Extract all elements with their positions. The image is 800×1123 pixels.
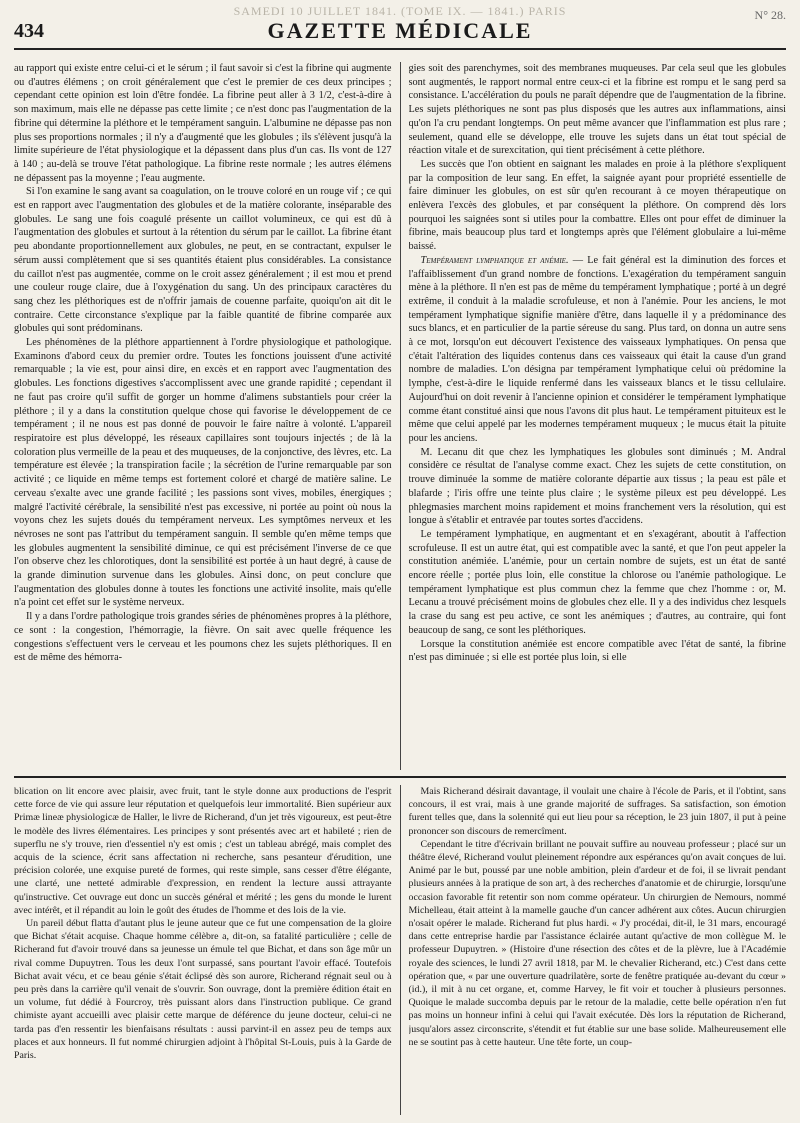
section-heading: Tempérament lymphatique et anémie. bbox=[420, 254, 569, 266]
paragraph: au rapport qui existe entre celui-ci et le sérum ; il faut savoir si c'est la fibrine qui augmente ou d'autres élémens ; on croit généralement que c'est le premier de ces deux principes ; cependant cette opinion est loin d'être fondée. La fibrine peut aller à 3 1/2, c'est-à-dire à son maximum, mais elle ne dépasse pas cette limite ; ce n'est donc pas l'augmentation de la fibrine qui détermine la pléthore et le tempérament sanguin. L'albumine ne dépasse pas non plus ses proportions normales ; il n'y a d'augmenté que les globules ; ils s'élèvent jusqu'à la limite supérieure de l'état physiologique et la dépassent dans plus d'un cas. Ils vont de 127 à 140 ; au-delà se trouve l'état pathologique. La fibrine reste normale ; les autres élémens ne dépassent pas la moyenne ; l'eau augmente. bbox=[14, 63, 392, 184]
journal-title: GAZETTE MÉDICALE bbox=[267, 18, 533, 43]
paragraph: gies soit des parenchymes, soit des membranes muqueuses. Par cela seul que les globules sont augmentés, le rapport normal entre ceux-ci et la fibrine est rompu et le sang perd sa consistance. L'accélération du pouls ne paraît dépendre que de l'augmentation de la fibrine. Les sujets pléthoriques ne sont pas plus disposés que les autres aux inflammations, ainsi qu'on l'a cru pendant longtemps. On peut même avancer que l'inflammation est plus rare ; seulement, quand elle se développe, elle trouve les sujets dans un état tout spécial de réaction vitale et de surexcitation, qui tient précisément à cette pléthore. bbox=[408, 63, 786, 157]
paragraph-text: — Le fait général est la diminution des forces et l'affaiblissement d'un grand nombre de fonctions. L'exagération du tempérament sanguin mène à la pléthore. Il n'en est pas de même du tempérament lymphatique ; porté à un degré extrême, il conduit à la maladie scrofuleuse, et non à l'anémie. Pour les anciens, le mot tempérament lymphatique signifie manière d'être, dans laquelle il y a prédominance des sucs blancs, et en particulier de la partie séreuse du sang. Plus tard, on donna un autre sens à ce mot, lorsqu'on eut découvert l'existence des vaisseaux lymphatiques. On pensa que c'était l'altération des liquides contenus dans ces vaisseaux qui était la cause d'un grand nombre de maladies. L'on désigna par tempérament lymphatique celui où prédomine la lymphe, c'est-à-dire le liquide renfermé dans les vaisseaux blancs et le tissu cellulaire. Aujourd'hui on doit revenir à l'ancienne opinion et considérer le tempérament lymphatique comme étant constitué ainsi que nous l'avons dit plus haut. Le tempérament pituiteux est le même que celui appelé par les modernes tempérament muqueux ; le mucus était la pituite pour les anciens. bbox=[408, 254, 786, 444]
issue-number: N° 28. bbox=[754, 8, 786, 22]
page-header bbox=[14, 4, 786, 50]
page-number: 434 bbox=[14, 20, 44, 42]
paragraph-with-heading bbox=[409, 254, 787, 446]
left-column bbox=[14, 62, 392, 770]
paragraph: Les succès que l'on obtient en saignant les malades en proie à la pléthore s'expliquent par la composition de leur sang. En effet, la saignée ayant pour propriété essentielle de faire diminuer les globules, on est sûr qu'en recourant à ce moyen thérapeutique on enlèvera l'excès des globules, et par conséquent la pléthore. On comprend dès lors pourquoi les saignées sont si utiles pour la combattre. Elles ont pour effet de diminuer la fibrine, mais beaucoup plus tard et longtemps après que l'élément globulaire a lui-même baissé. bbox=[408, 158, 786, 253]
paragraph: Le tempérament lymphatique, en augmentant et en s'exagérant, aboutit à l'affection scrofuleuse. Il est un autre état, qui est compatible avec la santé, et que l'on peut appeler la constitution anémiée. L'anémie, pour un certain nombre de sujets, est un état de santé encore réelle ; portée plus loin, elle constitue la chlorose ou l'anémie pathologique. Le tempérament lymphatique est plus commun chez la femme que chez l'homme : or, M. Lecanu a trouvé précisément moins de globules chez elle. Il y a des individus chez lesquels la crase du sang est peu active, ce sont les anémiques ; d'autres, au contraire, qui font beaucoup de sang, ce sont les pléthoriques. bbox=[408, 528, 786, 636]
column-divider bbox=[400, 785, 401, 1115]
paragraph: Cependant le titre d'écrivain brillant ne pouvait suffire au nouveau professeur ; placé sur un théâtre élevé, Richerand voulut pleinement répondre aux espérances qu'on avait conçues de lui. Animé par le but, poussé par une noble ambition, plein d'ardeur et de foi, il se livrait pendant plusieurs années à la pratique de son art, à des recherches d'anatomie et de chirurgie, lorsqu'une occasion favorable fit retentir son nom comme opérateur. Un chirurgien de Nemours, nommé Michelleau, était atteint à la mamelle gauche d'un cancer adhérent aux côtes. Aucun chirurgien n'osait opérer le malade. Richerand fut plus hardi. « J'y procédai, dit-il, le 31 mars, encouragé dans cette entreprise hardie par l'assistance éclairée autant qu'active de mon collègue M. le professeur Dupuytren. » (Histoire d'une résection des côtes et de la plèvre, lue à l'Académie royale des sciences, le lundi 27 avril 1818, par M. le chevalier Richerand, etc.) C'est dans cette opération que, « par une ouverture quadrilatère, sorte de fenêtre pratiquée au-devant du cœur » (id.), il mit à nu cet organe, et, comme Harvey, le fit voir et toucher à plusieurs personnes. Quoique le malade succomba depuis par le retour de la maladie, cette belle opération n'en fut pas moins un honneur infini à celui qui l'avait exécutée. Dès lors la réputation de Richerand, jusqu'alors assez circonscrite, s'étendit et fut établie sur une base solide. Malheureusement elle ne se soutint pas à cette hauteur. Une tête forte, un coup- bbox=[408, 838, 786, 1048]
paragraph: Il y a dans l'ordre pathologique trois grandes séries de phénomènes propres à la pléthore, ce sont : la congestion, l'hémorragie, la fièvre. On sait avec quelle fréquence les congestions s'effectuent vers le cerveau et les poumons chez les sujets pléthoriques. Il en est de même des hémorra- bbox=[14, 611, 392, 664]
feuilleton-left-column bbox=[14, 785, 392, 1115]
main-article bbox=[14, 62, 786, 770]
paragraph: Un pareil début flatta d'autant plus le jeune auteur que ce fut une compensation de la gloire que Bichat s'était acquise. Chaque homme célèbre a, dit-on, sa fatalité particulière ; celle de Richerand fut d'avoir trouvé dans sa jeunesse un émule tel que Bichat, et dans son âge mûr un rival comme Dupuytren. Tous les deux l'ont surpassé, sans pourtant l'avoir effacé. Toutefois Bichat avait vécu, et ce beau génie s'était éclipsé dès son aurore, Richerand régnait seul ou à peu près dans la carrière qu'il venait de s'ouvrir. Son ouvrage, dont la première édition était en un volume, fut dédié à Fourcroy, très puissant alors dans l'instruction publique. Ce grand chimiste ayant accueilli avec plaisir cette marque de déférence du jeune docteur, celui-ci ne tarda pas d'en ressentir les bienfaisans résultats : aussi parvint-il en assez peu de temps aux places et aux honneurs. Il fut nommé chirurgien adjoint à l'hôpital St-Louis, puis à la Garde de Paris. bbox=[14, 918, 392, 1062]
paragraph: Si l'on examine le sang avant sa coagulation, on le trouve coloré en un rouge vif ; ce qui est en rapport avec l'augmentation des globules et de la matière colorante, inséparable des globules. Le sang une fois coagulé présente un caillot volumineux, ce qui est dû à l'augmentation des globules et surtout à la rétention du sérum par le caillot. La fibrine étant peu abondante proportionnellement aux globules, ne peut, en se contractant, expulser le sérum aussi complètement que si ses quantités étaient plus considérables. La consistance du caillot n'est pas augmentée, comme on le croit assez généralement ; il est mou et prend une couleur rouge claire, due à l'oxygénation du sang. Un des principaux caractères du sang chez les pléthoriques est de n'offrir jamais de couenne parfaite, quoiqu'on ait dit le contraire. Cette circonstance s'explique par la faible quantité de fibrine comparée aux globules qui sont prédominans. bbox=[14, 186, 392, 335]
right-column bbox=[409, 62, 787, 770]
paragraph: Mais Richerand désirait davantage, il voulait une chaire à l'école de Paris, et il l'obtint, sans concours, il est vrai, mais à une grande majorité de suffrages. Sa satisfaction, son émotion furent telles que, dans la solennité qui eut lieu pour sa réception, le 23 juin 1807, il put à peine prononcer son discours de remercîment. bbox=[408, 786, 786, 837]
paragraph: blication on lit encore avec plaisir, avec fruit, tant le style donne aux productions de l'esprit cette force de vie qui assure leur réputation et quelquefois leur immortalité. Bien supérieur aux Primæ lineæ physiologicæ de Haller, le livre de Richerand, d'un jet très vigoureux, est peut-être le modèle des livres élémentaires. Les principes y sont présentés avec art et habileté ; rien de superflu ne s'y trouve, rien d'essentiel n'y est omis ; c'est un tableau abrégé, mais complet des acquis de la science, écrit sans affectation ni recherche, sans pesanteur d'érudition, une précision colorée, une exquise pureté de formes, qui reste simple, sans cesser d'être élégante, une clarté, une netteté admirable d'expression, en rendent la lecture aussi attrayante qu'instructive. Cet ouvrage eut donc un succès général et mérité ; les gens du monde le lurent avec intérêt, et il répandit au loin le goût des études de l'homme et des lois de la vie. bbox=[14, 786, 392, 916]
paragraph: M. Lecanu dit que chez les lymphatiques les globules sont diminués ; M. Andral considère ce résultat de l'analyse comme exact. Chez les sujets de cette constitution, on trouve diminuée la somme de matière colorante départie aux tissus ; la peau est pâle et blafarde ; l'iris offre une teinte plus claire ; le système pileux est peu développé. Les phlegmasies marchent moins rapidement et moins franchement vers la résolution, qui est longue à s'établir et entravée par toutes sortes d'accidens. bbox=[408, 446, 786, 527]
feuilleton bbox=[14, 785, 786, 1115]
bleed-through-text: SAMEDI 10 JUILLET 1841. (TOME IX. — 1841.) PARIS bbox=[233, 4, 567, 18]
column-divider bbox=[400, 62, 401, 770]
feuilleton-divider bbox=[14, 776, 786, 778]
paragraph: Les phénomènes de la pléthore appartiennent à l'ordre physiologique et pathologique. Examinons d'abord ceux du premier ordre. Toutes les fonctions jouissent d'une activité remarquable ; la vie est, pour ainsi dire, en excès et en rapport avec l'augmentation des globules. Les fonctions digestives s'accomplissent avec une grande rapidité ; cependant il ne faut pas croire qu'il suffit de gorger un homme d'alimens substantiels pour créer la pléthore ; il y a dans la constitution quelque chose qui favorise le développement de ce tempérament ; il ne nous est pas donné de pouvoir le faire naître à volonté. L'appareil respiratoire est plus développé, les réseaux capillaires sont toujours injectés ; de là la coloration plus vermeille de la peau et des muqueuses, de la conjonctive, des lèvres, etc. La température est élevée ; la transpiration facile ; la sécrétion de l'urine remarquable par son activité ; ce liquide en même temps est fortement coloré et chargé de matière saline. Le cerveau s'exalte avec une grande facilité ; les passions sont vives, mobiles, énergiques ; malgré l'activité cérébrale, la sensibilité n'est pas excessive, ni portée au point où nous la voyons chez les sujets doués du tempérament nerveux. Les symptômes nerveux et les névroses ne sont pas l'attribut du tempérament sanguin. Il semble qu'en même temps que les globules augmentent la sensibilité diminue, ce qui est précisément l'inverse de ce que l'on observe chez les chlorotiques, dont la sensibilité est portée à un haut degré, à cause de la grande diminution survenue dans les globules. Ainsi donc, on peut conclure que l'augmentation des globules donne à toutes les fonctions une activité insolite, mais qu'elle n'a point cet effet sur le système nerveux. bbox=[14, 337, 392, 609]
feuilleton-right-column bbox=[409, 785, 787, 1115]
paragraph: Lorsque la constitution anémiée est encore compatible avec l'état de santé, la fibrine n'est pas diminuée ; si elle est portée plus loin, si elle bbox=[408, 638, 786, 664]
